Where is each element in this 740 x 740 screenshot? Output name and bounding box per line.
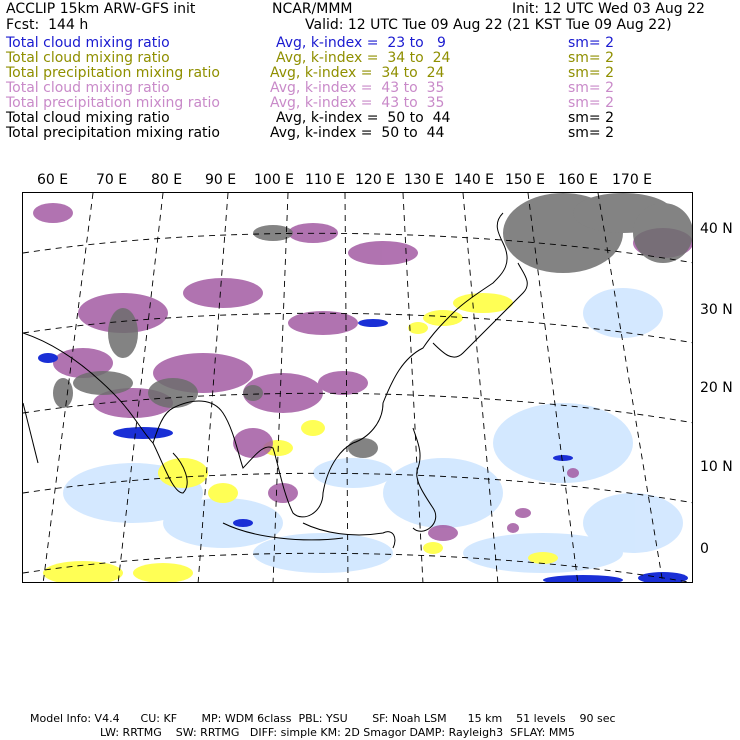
field-name: Total cloud mixing ratio [6, 80, 170, 96]
field-avg: Avg, k-index = 43 to 35 [270, 95, 445, 111]
valid-time: Valid: 12 UTC Tue 09 Aug 22 (21 KST Tue 09 Aug 22) [305, 17, 672, 33]
field-row [6, 80, 736, 95]
field-name: Total cloud mixing ratio [6, 35, 170, 51]
model-info-line2: LW: RRTMG SW: RRTMG DIFF: simple KM: 2D Smagor DAMP: Rayleigh3 SFLAY: MM5 [100, 726, 575, 739]
model-info-line1: Model Info: V4.4 CU: KF MP: WDM 6class PBL: YSU SF: Noah LSM 15 km 51 levels 90 sec [30, 712, 616, 725]
lon-label: 120 E [355, 172, 396, 188]
lon-label: 80 E [151, 172, 183, 188]
lat-label: 40 N [700, 221, 733, 237]
field-avg: Avg, k-index = 34 to 24 [276, 50, 451, 66]
forecast-hour: Fcst: 144 h [6, 17, 89, 33]
field-row [6, 35, 736, 50]
lon-label: 170 E [612, 172, 653, 188]
field-avg: Avg, k-index = 50 to 44 [276, 110, 451, 126]
field-avg: Avg, k-index = 43 to 35 [270, 80, 445, 96]
lon-label: 140 E [454, 172, 495, 188]
lon-label: 150 E [505, 172, 546, 188]
lat-label: 10 N [700, 459, 733, 475]
lon-label: 70 E [96, 172, 128, 188]
field-sm: sm= 2 [568, 35, 615, 51]
field-sm: sm= 2 [568, 110, 615, 126]
field-row [6, 65, 736, 80]
lon-label: 160 E [558, 172, 599, 188]
field-row [6, 125, 736, 140]
lon-label: 110 E [305, 172, 346, 188]
field-row [6, 110, 736, 125]
lat-label: 20 N [700, 380, 733, 396]
field-sm: sm= 2 [568, 65, 615, 81]
org-label: NCAR/MMM [272, 1, 353, 17]
lon-label: 90 E [205, 172, 237, 188]
lat-label: 0 [700, 541, 709, 557]
field-name: Total cloud mixing ratio [6, 50, 170, 66]
lat-label: 30 N [700, 302, 733, 318]
field-name: Total precipitation mixing ratio [6, 65, 220, 81]
field-name: Total precipitation mixing ratio [6, 125, 220, 141]
lon-label: 130 E [404, 172, 445, 188]
field-avg: Avg, k-index = 34 to 24 [270, 65, 445, 81]
field-sm: sm= 2 [568, 125, 615, 141]
field-row [6, 95, 736, 110]
map-canvas [23, 193, 693, 583]
field-avg: Avg, k-index = 23 to 9 [276, 35, 446, 51]
model-title: ACCLIP 15km ARW-GFS init [6, 1, 196, 17]
lon-label: 100 E [254, 172, 295, 188]
field-avg: Avg, k-index = 50 to 44 [270, 125, 445, 141]
field-sm: sm= 2 [568, 50, 615, 66]
field-name: Total cloud mixing ratio [6, 110, 170, 126]
field-sm: sm= 2 [568, 80, 615, 96]
field-sm: sm= 2 [568, 95, 615, 111]
field-row [6, 50, 736, 65]
init-time: Init: 12 UTC Wed 03 Aug 22 [512, 1, 705, 17]
map-panel [22, 192, 693, 583]
lon-label: 60 E [37, 172, 69, 188]
field-name: Total precipitation mixing ratio [6, 95, 220, 111]
